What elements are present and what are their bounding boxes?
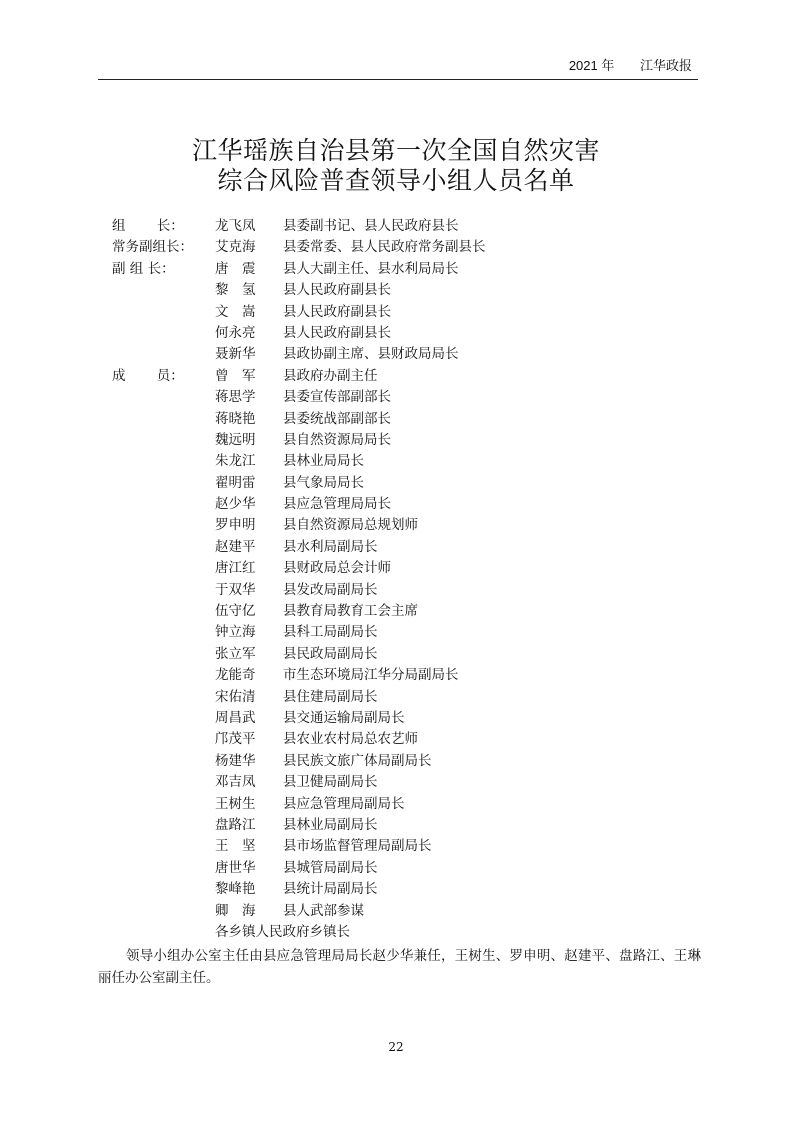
roster-duty: 县市场监督管理局副局长 [283,838,432,855]
roster-duty: 县人民政府副县长 [283,324,391,341]
roster-duty: 县民政局副局长 [283,645,378,662]
roster-role: 副 组 长： [112,260,175,277]
roster-row [0,494,792,515]
roster-name: 杨建华 [215,752,256,769]
roster-role: 成 员： [112,367,184,384]
roster-row [0,644,792,665]
roster-name: 罗申明 [215,517,256,534]
roster-name: 各乡镇人民政府乡镇长 [215,923,350,940]
roster-duty: 县委常委、县人民政府常务副县长 [283,239,486,256]
roster-name: 唐世华 [215,859,256,876]
roster-duty: 县人武部参谋 [283,902,364,919]
roster-row [0,387,792,408]
roster-name: 龙能奇 [215,667,256,684]
roster-name: 龙飞凤 [215,218,256,234]
roster-duty: 县民族文旅广体局副局长 [283,752,432,769]
roster-row [0,259,792,280]
roster-name: 翟明雷 [215,474,256,491]
roster-row [0,216,792,237]
roster-duty: 市生态环境局江华分局副局长 [283,667,459,684]
roster-role: 组 长： [112,218,184,234]
roster-name: 于双华 [215,581,256,598]
roster-row [0,558,792,579]
document-title [0,136,792,196]
roster-name: 钟立海 [215,624,256,641]
title-line-2: 综合风险普查领导小组人员名单 [217,166,575,195]
roster-row [0,794,792,815]
roster-row [0,451,792,472]
roster-row [0,815,792,836]
roster-row [0,280,792,301]
roster-row [0,687,792,708]
member-roster [0,216,792,943]
roster-row [0,729,792,750]
roster-row [0,537,792,558]
title-line-1: 江华瑶族自治县第一次全国自然灾害 [191,136,600,165]
roster-row [0,879,792,900]
roster-duty: 县应急管理局副局长 [283,795,405,812]
roster-name: 卿 海 [215,902,256,919]
roster-row [0,622,792,643]
roster-name: 艾克海 [215,239,256,256]
roster-duty: 县人大副主任、县水利局局长 [283,260,459,277]
roster-name: 邝茂平 [215,731,256,748]
roster-name: 王树生 [215,795,256,812]
roster-duty: 县人民政府副县长 [283,303,391,320]
roster-duty: 县城管局副局长 [283,859,378,876]
roster-name: 聂新华 [215,346,256,363]
roster-name: 盘路江 [215,816,256,833]
roster-row [0,708,792,729]
roster-row [0,430,792,451]
roster-duty: 县交通运输局副局长 [283,709,405,726]
roster-duty: 县卫健局副局长 [283,774,378,791]
roster-duty: 县科工局副局长 [283,624,378,641]
roster-duty: 县住建局副局长 [283,688,378,705]
roster-row [0,237,792,258]
roster-name: 唐 震 [215,260,256,277]
roster-name: 蒋思学 [215,389,256,406]
roster-duty: 县委副书记、县人民政府县长 [283,218,459,234]
roster-name: 曾 军 [215,367,256,384]
roster-name: 张立军 [215,645,256,662]
roster-role: 常务副组长： [112,239,193,256]
roster-row [0,515,792,536]
roster-name: 黎 氢 [215,282,256,299]
roster-duty: 县教育局教育工会主席 [283,603,418,620]
roster-row [0,366,792,387]
roster-duty: 县农业农村局总农艺师 [283,731,418,748]
roster-duty: 县统计局副局长 [283,881,378,898]
roster-duty: 县应急管理局局长 [283,496,391,513]
header-year: 2021 年 [568,58,615,73]
roster-row [0,836,792,857]
roster-name: 赵建平 [215,538,256,555]
roster-row [0,858,792,879]
roster-name: 周昌武 [215,709,256,726]
roster-name: 黎峰艳 [215,881,256,898]
roster-name: 魏远明 [215,431,256,448]
roster-name: 唐江红 [215,560,256,577]
roster-name: 文 嵩 [215,303,256,320]
roster-row [0,772,792,793]
roster-duty: 县发改局副局长 [283,581,378,598]
roster-duty: 县林业局副局长 [283,816,378,833]
roster-row [0,751,792,772]
roster-row [0,409,792,430]
roster-duty: 县政协副主席、县财政局局长 [283,346,459,363]
roster-duty: 县政府办副主任 [283,367,378,384]
roster-duty: 县人民政府副县长 [283,282,391,299]
header-publication: 江华政报 [639,58,692,73]
roster-row [0,922,792,943]
roster-duty: 县委统战部副部长 [283,410,391,427]
roster-row [0,302,792,323]
roster-row [0,473,792,494]
roster-duty: 县水利局副局长 [283,538,378,555]
roster-name: 蒋晓艳 [215,410,256,427]
roster-row [0,580,792,601]
roster-name: 何永亮 [215,324,256,341]
roster-row [0,665,792,686]
roster-duty: 县委宣传部副部长 [283,389,391,406]
roster-name: 王 坚 [215,838,256,855]
roster-duty: 县财政局总会计师 [283,560,391,577]
roster-name: 赵少华 [215,496,256,513]
roster-row [0,323,792,344]
roster-name: 伍守亿 [215,603,256,620]
roster-duty: 县自然资源局局长 [283,431,391,448]
roster-duty: 县自然资源局总规划师 [283,517,418,534]
roster-name: 邓吉凤 [215,774,256,791]
running-header [98,55,698,80]
office-note: 领导小组办公室主任由县应急管理局局长赵少华兼任，王树生、罗申明、赵建平、盘路江、王琳丽任办公室副主任。 [98,948,701,986]
roster-name: 朱龙江 [215,453,256,470]
roster-row [0,344,792,365]
page-number: 22 [388,1040,404,1054]
roster-row [0,901,792,922]
roster-name: 宋佑清 [215,688,256,705]
roster-duty: 县林业局局长 [283,453,364,470]
roster-row [0,601,792,622]
roster-duty: 县气象局局长 [283,474,364,491]
